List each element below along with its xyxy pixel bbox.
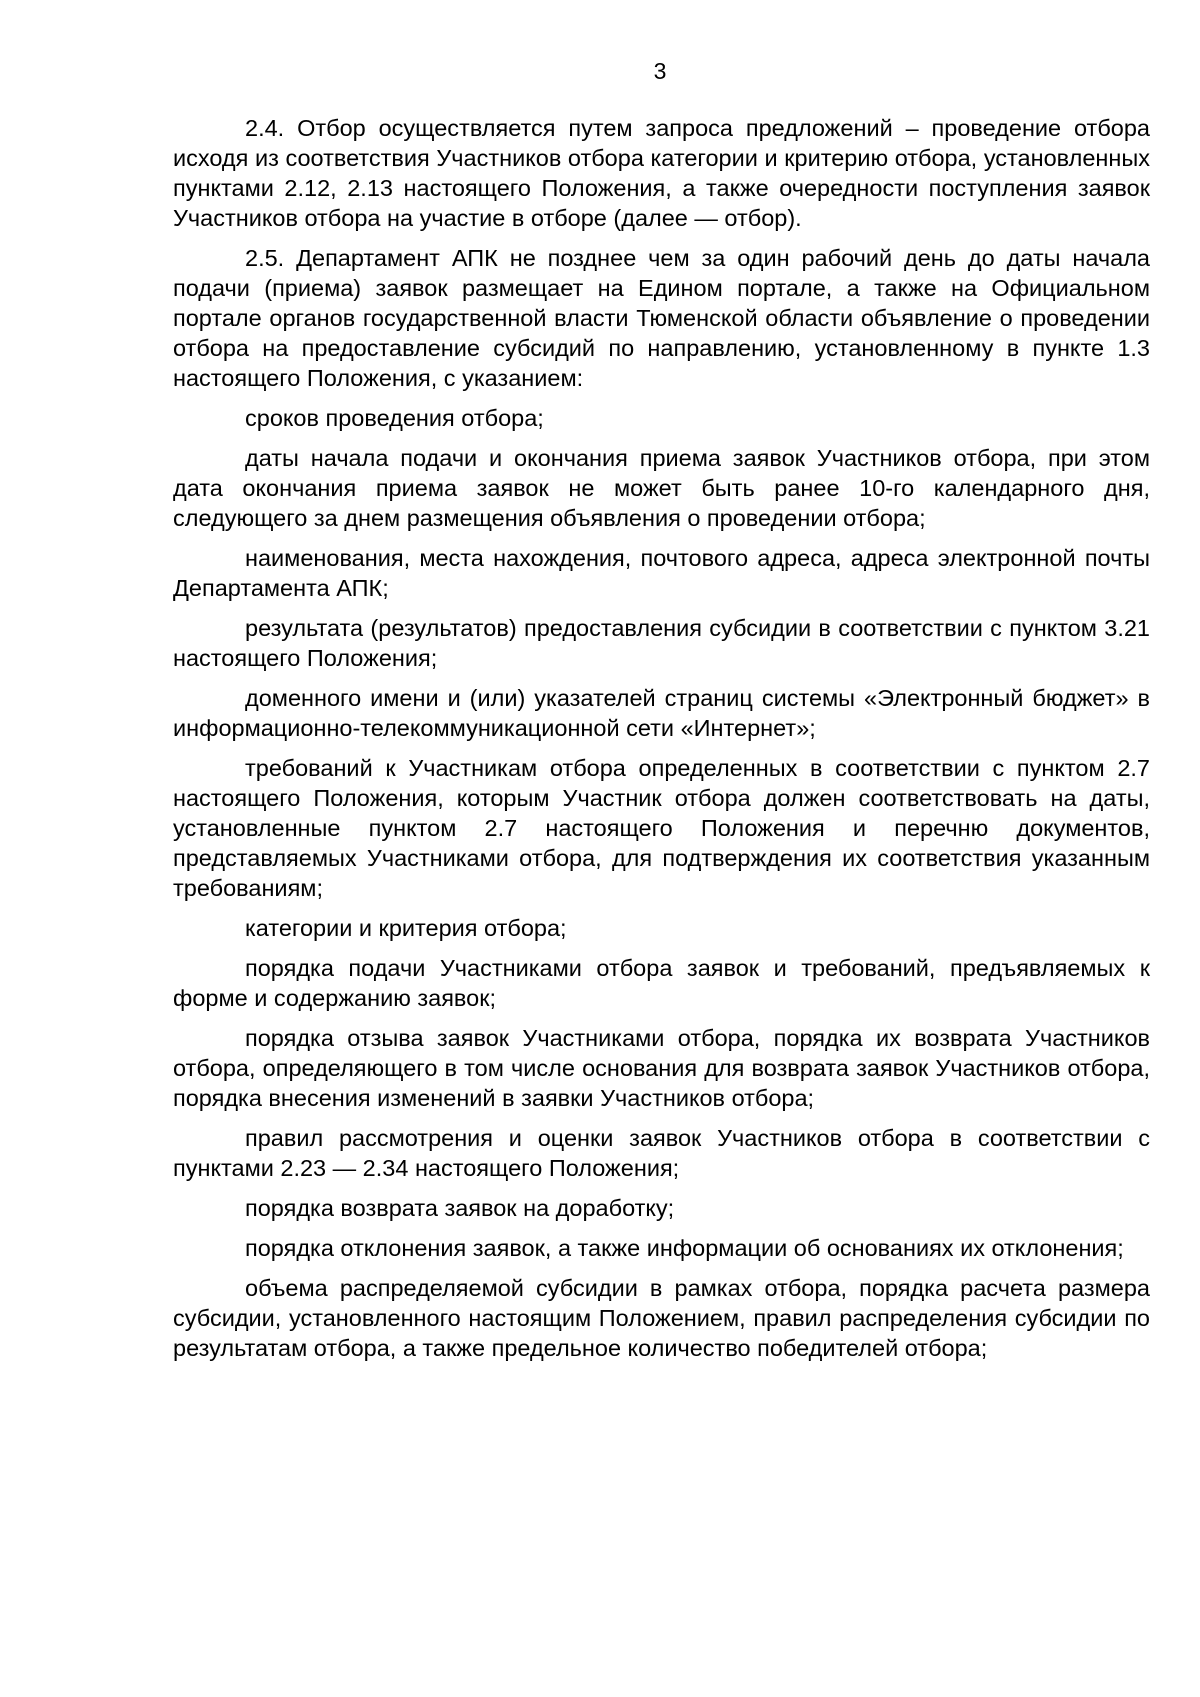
list-item: категории и критерия отбора; xyxy=(245,915,567,941)
list-item: порядка возврата заявок на доработку; xyxy=(245,1195,675,1221)
list-item: наименования, места нахождения, почтового адреса, адреса электронной почты Департамента АПК; xyxy=(173,545,1150,601)
document-body xyxy=(173,113,1150,1373)
list-item: порядка подачи Участниками отбора заявок и требований, предъявляемых к форме и содержанию заявок; xyxy=(173,955,1150,1011)
list-item: требований к Участникам отбора определенных в соответствии с пунктом 2.7 настоящего Положения, которым Участник отбора должен соответствовать на даты, установленные пунктом 2.7 настоящего Положения и перечню документов, представляемых Участниками отбора, для подтверждения их соответствия указанным требованиям; xyxy=(173,755,1150,901)
list-item: объема распределяемой субсидии в рамках отбора, порядка расчета размера субсидии, установленного настоящим Положением, правил распределения субсидии по результатам отбора, а также предельное количество победителей отбора; xyxy=(173,1275,1150,1361)
list-item: сроков проведения отбора; xyxy=(245,405,544,431)
list-item: даты начала подачи и окончания приема заявок Участников отбора, при этом дата окончания приема заявок не может быть ранее 10-го календарного дня, следующего за днем размещения объявления о проведении отбора; xyxy=(173,445,1150,531)
paragraph-2-5: 2.5. Департамент АПК не позднее чем за один рабочий день до даты начала подачи (приема) заявок размещает на Едином портале, а также на Официальном портале органов государственной власти Тюменской области объявление о проведении отбора на предоставление субсидий по направлению, установленному в пункте 1.3 настоящего Положения, с указанием: xyxy=(173,245,1150,391)
paragraph-2-4: 2.4. Отбор осуществляется путем запроса предложений – проведение отбора исходя из соответствия Участников отбора категории и критерию отбора, установленных пунктами 2.12, 2.13 настоящего Положения, а также очередности поступления заявок Участников отбора на участие в отборе (далее — отбор). xyxy=(173,115,1150,231)
list-item: доменного имени и (или) указателей страниц системы «Электронный бюджет» в информационно-телекоммуникационной сети «Интернет»; xyxy=(173,685,1150,741)
list-item: правил рассмотрения и оценки заявок Участников отбора в соответствии с пунктами 2.23 — 2.34 настоящего Положения; xyxy=(173,1125,1150,1181)
list-item: порядка отклонения заявок, а также информации об основаниях их отклонения; xyxy=(245,1235,1124,1261)
page-number: 3 xyxy=(653,58,667,84)
list-item: результата (результатов) предоставления субсидии в соответствии с пунктом 3.21 настоящего Положения; xyxy=(173,615,1150,671)
list-item: порядка отзыва заявок Участниками отбора, порядка их возврата Участников отбора, определяющего в том числе основания для возврата заявок Участников отбора, порядка внесения изменений в заявки Участников отбора; xyxy=(173,1025,1150,1111)
